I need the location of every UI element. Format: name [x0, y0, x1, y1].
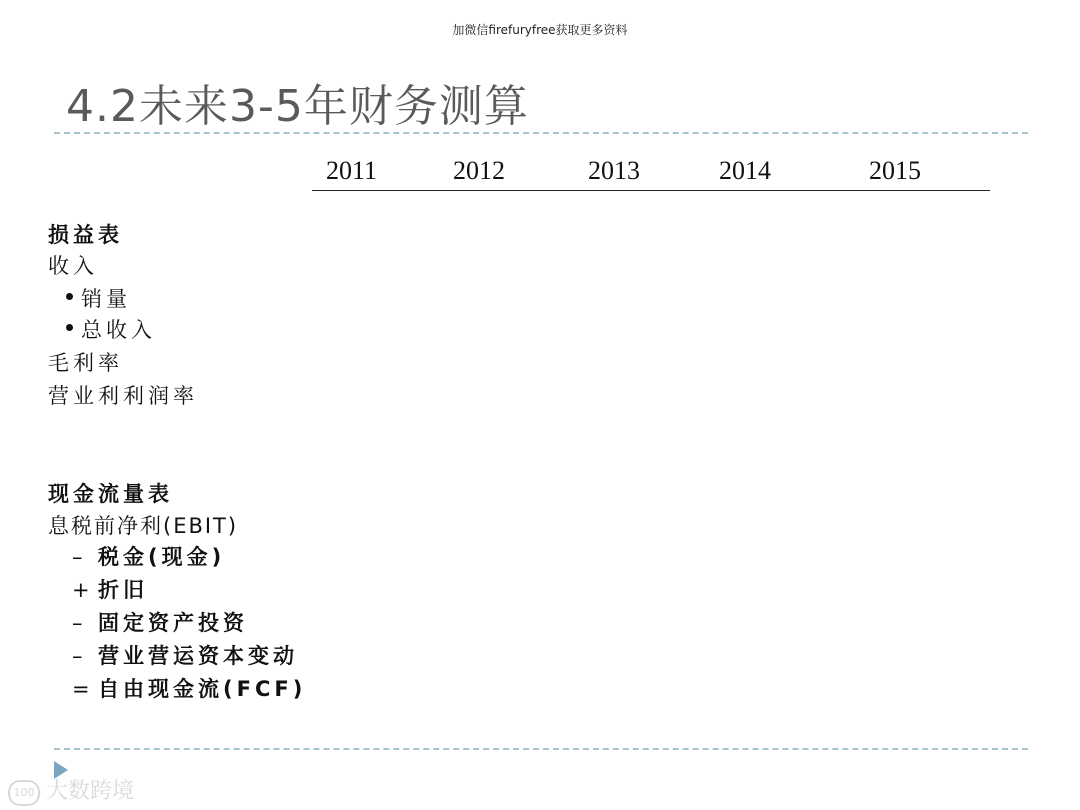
bullet-dot-icon: [66, 324, 73, 331]
header-note: 加微信firefuryfree获取更多资料: [452, 23, 628, 37]
operating-margin-label: 营业利利润率: [48, 384, 198, 408]
bullet-dot-icon: [66, 293, 73, 300]
ebit-label: 息税前净利(EBIT): [48, 514, 239, 538]
year-2014: 2014: [719, 156, 771, 185]
revenue-item-total: 总收入: [66, 314, 156, 344]
watermark: [8, 774, 134, 806]
income-statement-heading: 损益表: [48, 223, 123, 247]
watermark-logo-icon: 100: [8, 780, 40, 806]
cash-flow-item-fcf: = 自由现金流(FCF): [72, 677, 307, 701]
year-2015: 2015: [869, 156, 921, 185]
cash-flow-item-tax: – 税金(现金): [72, 545, 226, 569]
year-2012: 2012: [453, 156, 505, 185]
year-2011: 2011: [326, 156, 378, 185]
watermark-text: 大数跨境: [46, 779, 135, 804]
cash-flow-heading: 现金流量表: [48, 482, 173, 506]
cash-flow-item-capex: – 固定资产投资: [72, 611, 248, 635]
year-2013: 2013: [588, 156, 640, 185]
year-header-row: [312, 154, 990, 191]
title-divider: [54, 132, 1028, 134]
cash-flow-item-working-capital: – 营业营运资本变动: [72, 644, 298, 668]
revenue-item-volume: 销量: [66, 283, 131, 313]
gross-margin-label: 毛利率: [48, 351, 123, 375]
slide-title: 4.2未来3-5年财务测算: [66, 81, 529, 132]
revenue-label: 收入: [48, 254, 98, 278]
cash-flow-item-depreciation: + 折旧: [72, 578, 148, 602]
footer-divider: [54, 748, 1028, 750]
